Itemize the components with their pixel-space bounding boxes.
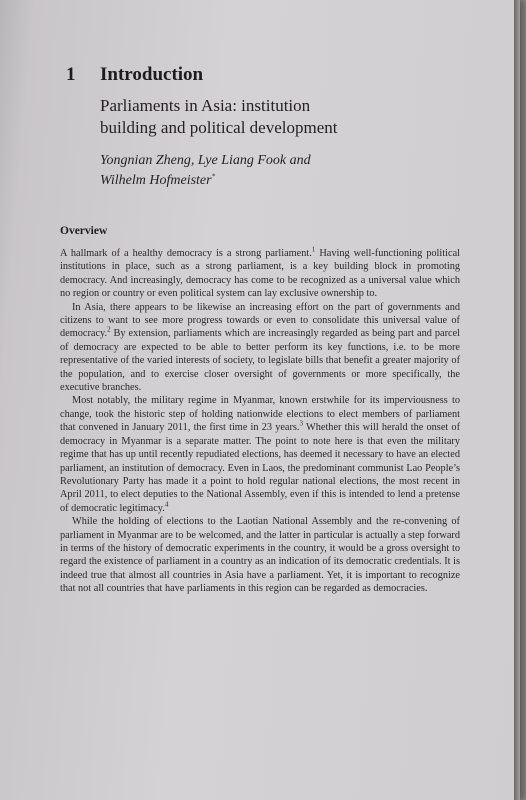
paragraph-text: Most notably, the military regime in Myanmar, known erstwhile for its imperviousness to change, took the historic step of holding nationwide elections to elect members of parliament that convened in January 2011, the first time in 23 years. <box>60 395 460 434</box>
author-name: Wilhelm Hofmeister <box>100 173 212 188</box>
paragraph <box>60 301 460 395</box>
paragraph-text: In Asia, there appears to be likewise an increasing effort on the part of governments and citizens to want to see more progress towards or even to consolidate this universal value of democracy. <box>60 301 460 340</box>
footnote-marker: 3 <box>299 419 304 428</box>
section-heading: Overview <box>60 225 108 237</box>
footnote-marker: 2 <box>107 326 111 335</box>
chapter-authors <box>100 151 480 191</box>
paragraph <box>60 394 460 515</box>
paragraph-text: By extension, parliaments which are increasingly regarded as being part and parcel of democracy are expected to be able to better perform its key functions, i.e. to be more representative of the varied interests of society, to legislate bills that benefit a greater majority of the population, and to exercise closer oversight of governments or more specifically, the executive branches. <box>60 328 460 394</box>
paragraph <box>60 515 460 595</box>
author-footnote-marker: * <box>211 172 216 181</box>
chapter-heading <box>66 64 466 86</box>
paragraph-text: A hallmark of a healthy democracy is a strong parliament. <box>60 248 312 259</box>
paragraph-text: Having well-functioning political institutions in place, such as a strong parliament, is a key building block in promoting democracy. And increasingly, democracy has come to be recognized as a universal value which no region or country or even political system can lay exclusive ownership to. <box>60 248 460 300</box>
page-edge <box>514 0 520 800</box>
authors-line <box>100 171 480 191</box>
chapter-subtitle <box>100 95 480 139</box>
paragraph-text: Whether this will herald the onset of democracy in Myanmar is a separate matter. The point to note here is that even the military regime that has up until recently repudiated elections, has deemed it necessary to have an elected parliament, an institution of democracy. Even in Laos, the predominant communist Lao People’s Revolutionary Party has made it a point to hold regular national elections, the most recent in April 2011, to elect deputies to the National Assembly, even if this is intended to lend a pretense of democratic legitimacy. <box>60 422 460 514</box>
subtitle-line: building and political development <box>100 118 338 137</box>
footnote-marker: 1 <box>311 245 316 254</box>
footnote-marker: 4 <box>164 500 169 509</box>
chapter-title: Introduction <box>100 64 204 85</box>
paragraph-text: While the holding of elections to the Laotian National Assembly and the re-convening of parliament in Myanmar are to be welcomed, and the latter in particular is actually a step forward in terms of the history of democratic experiments in the country, it would be a gross oversight to regard the existence of parliament in a country as an indication of its democratic credentials. It is indeed true that almost all countries in Asia have a parliament. Yet, it is important to recognize that not all countries that have parliaments in this region can be regarded as democracies. <box>60 516 460 595</box>
authors-line: Yongnian Zheng, Lye Liang Fook and <box>100 153 311 168</box>
chapter-number: 1 <box>66 64 76 85</box>
subtitle-line: Parliaments in Asia: institution <box>100 96 311 115</box>
paragraph <box>60 247 460 301</box>
body-text <box>60 247 460 596</box>
